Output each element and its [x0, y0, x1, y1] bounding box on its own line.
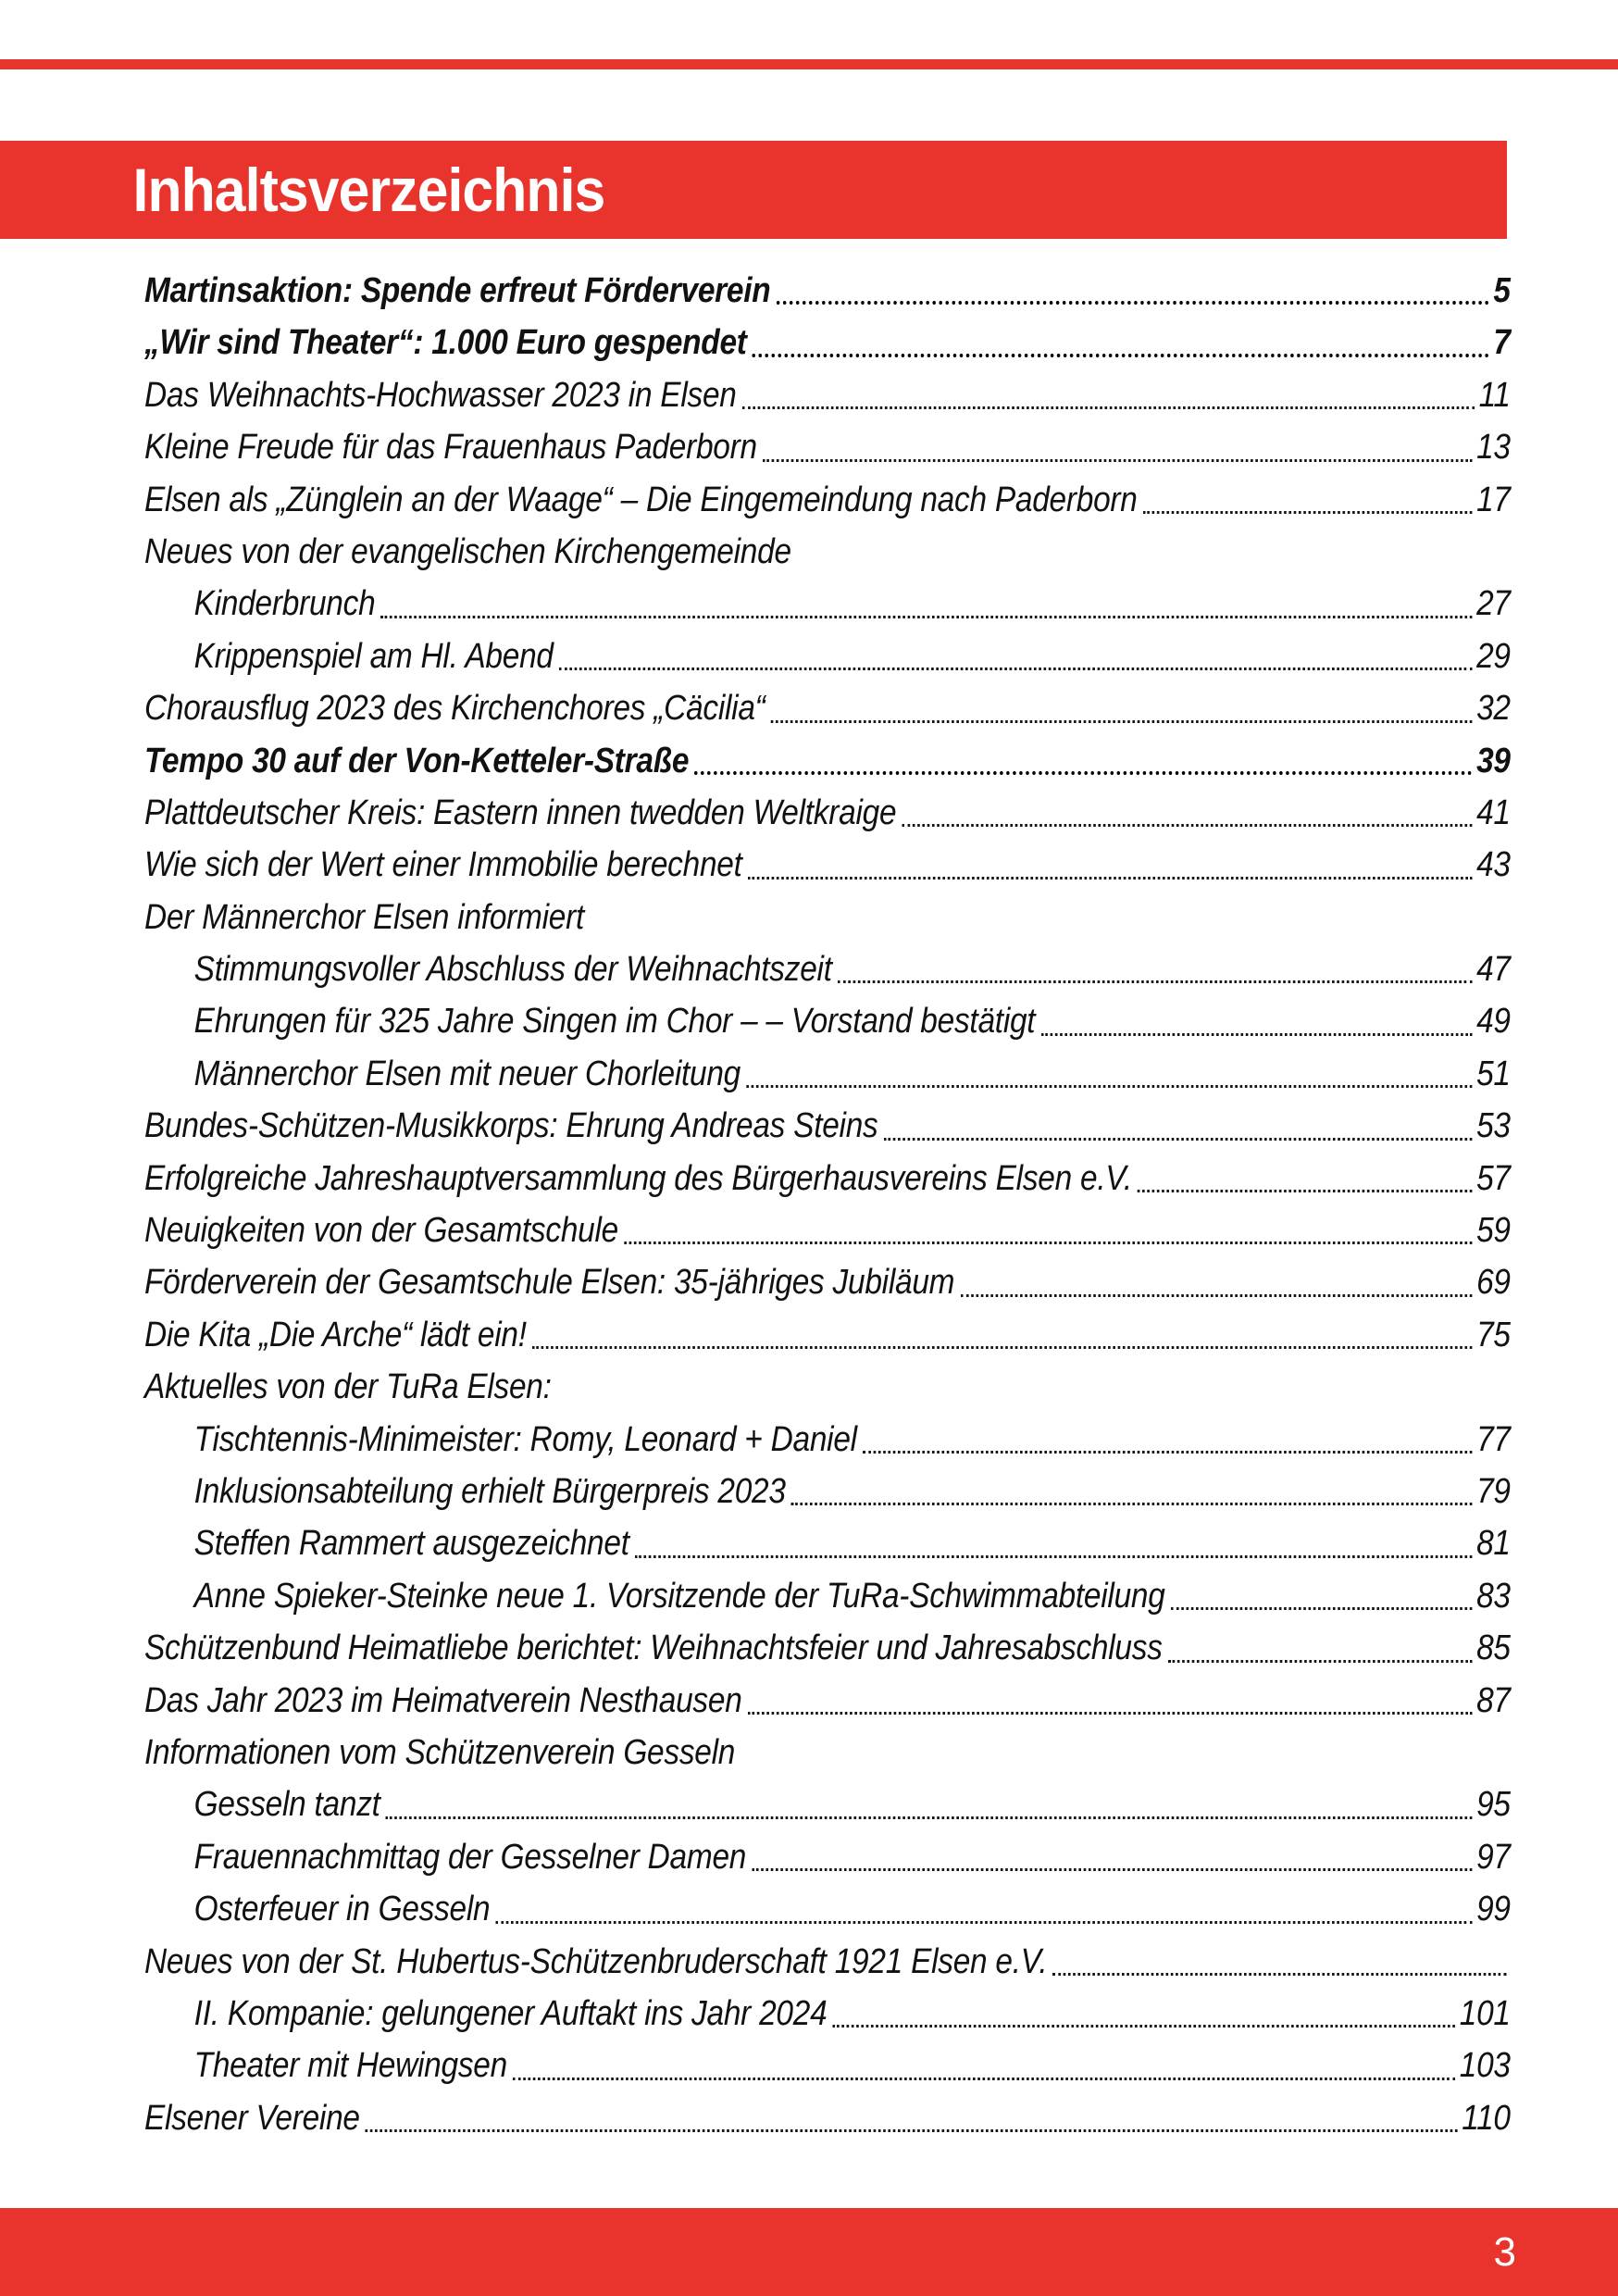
toc-entry-page: 95 — [1476, 1785, 1511, 1825]
footer-page-number: 3 — [1493, 2228, 1516, 2275]
toc-entry-title: Der Männerchor Elsen informiert — [144, 897, 585, 937]
toc-entry-page: 27 — [1476, 584, 1511, 624]
toc-leader-dots — [763, 459, 1473, 462]
toc-entry — [144, 1831, 1511, 1883]
toc-entry-page: 85 — [1476, 1628, 1511, 1668]
toc-entry-page: 49 — [1476, 1002, 1511, 1042]
toc-entry — [144, 892, 1511, 943]
toc-leader-dots — [771, 720, 1473, 723]
toc-entry-page: 17 — [1476, 480, 1511, 519]
toc-entry — [144, 1675, 1511, 1727]
toc-entry-title: Das Weihnachts-Hochwasser 2023 in Elsen — [144, 375, 737, 415]
toc-entry-title: Wie sich der Wert einer Immobilie berechnet — [144, 845, 742, 885]
toc-entry-title: Kinderbrunch — [193, 584, 376, 624]
toc-entry — [144, 1204, 1511, 1256]
toc-leader-dots — [753, 354, 1489, 357]
toc-entry-title: Gesseln tanzt — [193, 1785, 380, 1825]
toc-leader-dots — [532, 1346, 1473, 1349]
toc-entry-title: Elsener Vereine — [144, 2098, 360, 2138]
toc-entry-title: Tempo 30 auf der Von-Ketteler-Straße — [144, 741, 690, 780]
toc-entry-page: 77 — [1476, 1419, 1511, 1459]
toc-entry-title: Förderverein der Gesamtschule Elsen: 35-jähriges Jubiläum — [144, 1263, 955, 1303]
toc-entry-page: 32 — [1476, 689, 1511, 729]
toc-leader-dots — [1168, 1660, 1473, 1663]
toc-leader-dots — [777, 301, 1489, 305]
toc-entry — [144, 1778, 1511, 1830]
toc-entry-title: Das Jahr 2023 im Heimatverein Nesthausen — [144, 1680, 742, 1720]
toc-entry-page: 79 — [1476, 1471, 1511, 1511]
toc-entry-title: Männerchor Elsen mit neuer Chorleitung — [193, 1054, 741, 1093]
toc-leader-dots — [902, 824, 1472, 827]
toc-leader-dots — [386, 1816, 1473, 1819]
toc-entry — [144, 839, 1511, 891]
toc-leader-dots — [746, 1085, 1473, 1088]
toc-entry-page: 29 — [1476, 636, 1511, 676]
footer-band — [0, 2208, 1618, 2296]
toc-entry-page: 11 — [1478, 375, 1511, 415]
toc-entry-page: 5 — [1493, 271, 1511, 310]
toc-leader-dots — [791, 1503, 1473, 1505]
toc-entry-title: Bundes-Schützen-Musikkorps: Ehrung Andreas Steins — [144, 1106, 878, 1146]
toc-entry-title: Ehrungen für 325 Jahre Singen im Chor – – Vorstand bestätigt — [193, 1002, 1036, 1042]
toc-entry-title: II. Kompanie: gelungener Auftakt ins Jahr 2024 — [193, 1993, 828, 2033]
toc-entry — [144, 265, 1511, 317]
toc-entry-page: 97 — [1476, 1837, 1511, 1877]
toc-entry — [144, 735, 1511, 787]
toc-entry — [144, 526, 1511, 578]
toc-entry-page: 57 — [1476, 1158, 1511, 1198]
toc-leader-dots — [752, 1868, 1472, 1871]
toc-entry-title: Theater mit Hewingsen — [193, 2046, 507, 2086]
toc-entry — [144, 474, 1511, 526]
toc-entry-page: 39 — [1476, 741, 1511, 780]
toc-entry — [144, 1466, 1511, 1517]
toc-leader-dots — [1053, 1973, 1507, 1976]
toc-entry — [144, 630, 1511, 682]
toc-entry-title: Chorausflug 2023 des Kirchenchores „Cäcilia“ — [144, 689, 765, 729]
toc-entry-page: 101 — [1459, 1993, 1511, 2033]
toc-entry — [144, 369, 1511, 421]
toc-leader-dots — [366, 2129, 1458, 2132]
toc-entry-title: Aktuelles von der TuRa Elsen: — [144, 1367, 552, 1407]
toc-entry — [144, 995, 1511, 1047]
toc-entry — [144, 1414, 1511, 1466]
toc-entry — [144, 1100, 1511, 1152]
toc-leader-dots — [624, 1242, 1473, 1244]
toc-leader-dots — [833, 2025, 1456, 2028]
toc-entry-page: 99 — [1476, 1890, 1511, 1929]
toc-leader-dots — [1041, 1033, 1473, 1036]
toc-entry-title: Neuigkeiten von der Gesamtschule — [144, 1211, 619, 1251]
toc-entry — [144, 578, 1511, 630]
toc-entry-page: 110 — [1462, 2098, 1511, 2138]
top-accent-stripe — [0, 59, 1618, 69]
toc-entry-page: 43 — [1476, 845, 1511, 885]
toc-leader-dots — [559, 668, 1473, 670]
toc-entry-title: Osterfeuer in Gesseln — [193, 1890, 491, 1929]
toc-entry — [144, 1727, 1511, 1778]
toc-entry — [144, 1309, 1511, 1361]
toc-entry-page: 59 — [1476, 1211, 1511, 1251]
toc-entry — [144, 1517, 1511, 1569]
toc-entry-title: Inklusionsabteilung erhielt Bürgerpreis 2023 — [193, 1471, 786, 1511]
header-band — [0, 141, 1507, 239]
toc-entry — [144, 1570, 1511, 1622]
toc-leader-dots — [748, 877, 1473, 880]
toc-leader-dots — [838, 980, 1473, 983]
toc-entry — [144, 787, 1511, 839]
toc-leader-dots — [1143, 511, 1473, 514]
toc-entry — [144, 1936, 1511, 1988]
toc-leader-dots — [381, 616, 1473, 618]
toc-entry-page: 69 — [1476, 1263, 1511, 1303]
toc-entry-page: 81 — [1476, 1524, 1511, 1564]
toc-entry — [144, 682, 1511, 734]
toc-entry-title: Plattdeutscher Kreis: Eastern innen twedden Weltkraige — [144, 792, 897, 832]
toc-entry-title: Anne Spieker-Steinke neue 1. Vorsitzende der TuRa-Schwimmabteilung — [193, 1576, 1165, 1616]
toc-entry-title: Neues von der St. Hubertus-Schützenbruderschaft 1921 Elsen e.V. — [144, 1941, 1048, 1981]
toc-entry — [144, 1361, 1511, 1413]
toc-leader-dots — [635, 1555, 1473, 1558]
toc-entry — [144, 1256, 1511, 1308]
toc-leader-dots — [884, 1138, 1473, 1141]
toc-leader-dots — [513, 2078, 1455, 2080]
toc-entry-title: Informationen vom Schützenverein Gesseln — [144, 1732, 736, 1772]
toc-entry — [144, 1153, 1511, 1204]
toc-entry — [144, 2092, 1511, 2144]
toc-entry-page: 7 — [1493, 323, 1511, 363]
toc-entry — [144, 1883, 1511, 1935]
toc-entry-title: Elsen als „Zünglein an der Waage“ – Die Eingemeindung nach Paderborn — [144, 480, 1138, 519]
toc-entry-title: Neues von der evangelischen Kirchengemeinde — [144, 531, 791, 571]
toc-leader-dots — [694, 771, 1472, 775]
toc-entry-page: 47 — [1476, 950, 1511, 990]
toc-entry-page: 51 — [1476, 1054, 1511, 1093]
toc-entry-title: „Wir sind Theater“: 1.000 Euro gespendet — [144, 323, 747, 363]
toc-entry-page: 75 — [1476, 1315, 1511, 1354]
toc-entry-title: Martinsaktion: Spende erfreut Förderverein — [144, 271, 771, 310]
toc-entry-title: Steffen Rammert ausgezeichnet — [193, 1524, 629, 1564]
toc-entry-title: Krippenspiel am Hl. Abend — [193, 636, 554, 676]
toc-entry — [144, 421, 1511, 473]
toc-leader-dots — [748, 1712, 1473, 1715]
toc-entry-page: 41 — [1476, 792, 1511, 832]
table-of-contents — [144, 265, 1511, 2144]
toc-entry — [144, 1048, 1511, 1100]
toc-entry — [144, 2040, 1511, 2091]
toc-leader-dots — [496, 1921, 1473, 1924]
toc-entry — [144, 943, 1511, 995]
toc-entry-title: Schützenbund Heimatliebe berichtet: Weihnachtsfeier und Jahresabschluss — [144, 1628, 1163, 1668]
toc-leader-dots — [863, 1451, 1473, 1454]
toc-entry-page: 13 — [1476, 428, 1511, 468]
toc-entry-title: Frauennachmittag der Gesselner Damen — [193, 1837, 747, 1877]
toc-entry-page: 87 — [1476, 1680, 1511, 1720]
toc-entry-page: 83 — [1476, 1576, 1511, 1616]
toc-entry-title: Kleine Freude für das Frauenhaus Paderborn — [144, 428, 757, 468]
toc-entry-title: Tischtennis-Minimeister: Romy, Leonard + Daniel — [193, 1419, 857, 1459]
toc-entry — [144, 317, 1511, 368]
toc-leader-dots — [1171, 1607, 1473, 1610]
toc-entry — [144, 1988, 1511, 2040]
toc-entry-page: 53 — [1476, 1106, 1511, 1146]
page-title: Inhaltsverzeichnis — [132, 156, 605, 224]
toc-entry-title: Stimmungsvoller Abschluss der Weihnachtszeit — [193, 950, 832, 990]
toc-leader-dots — [960, 1294, 1472, 1297]
toc-entry-title: Erfolgreiche Jahreshauptversammlung des Bürgerhausvereins Elsen e.V. — [144, 1158, 1132, 1198]
toc-entry-title: Die Kita „Die Arche“ lädt ein! — [144, 1315, 527, 1354]
toc-leader-dots — [742, 406, 1475, 409]
toc-leader-dots — [1138, 1190, 1473, 1192]
toc-entry-page: 103 — [1459, 2046, 1511, 2086]
toc-entry — [144, 1622, 1511, 1674]
